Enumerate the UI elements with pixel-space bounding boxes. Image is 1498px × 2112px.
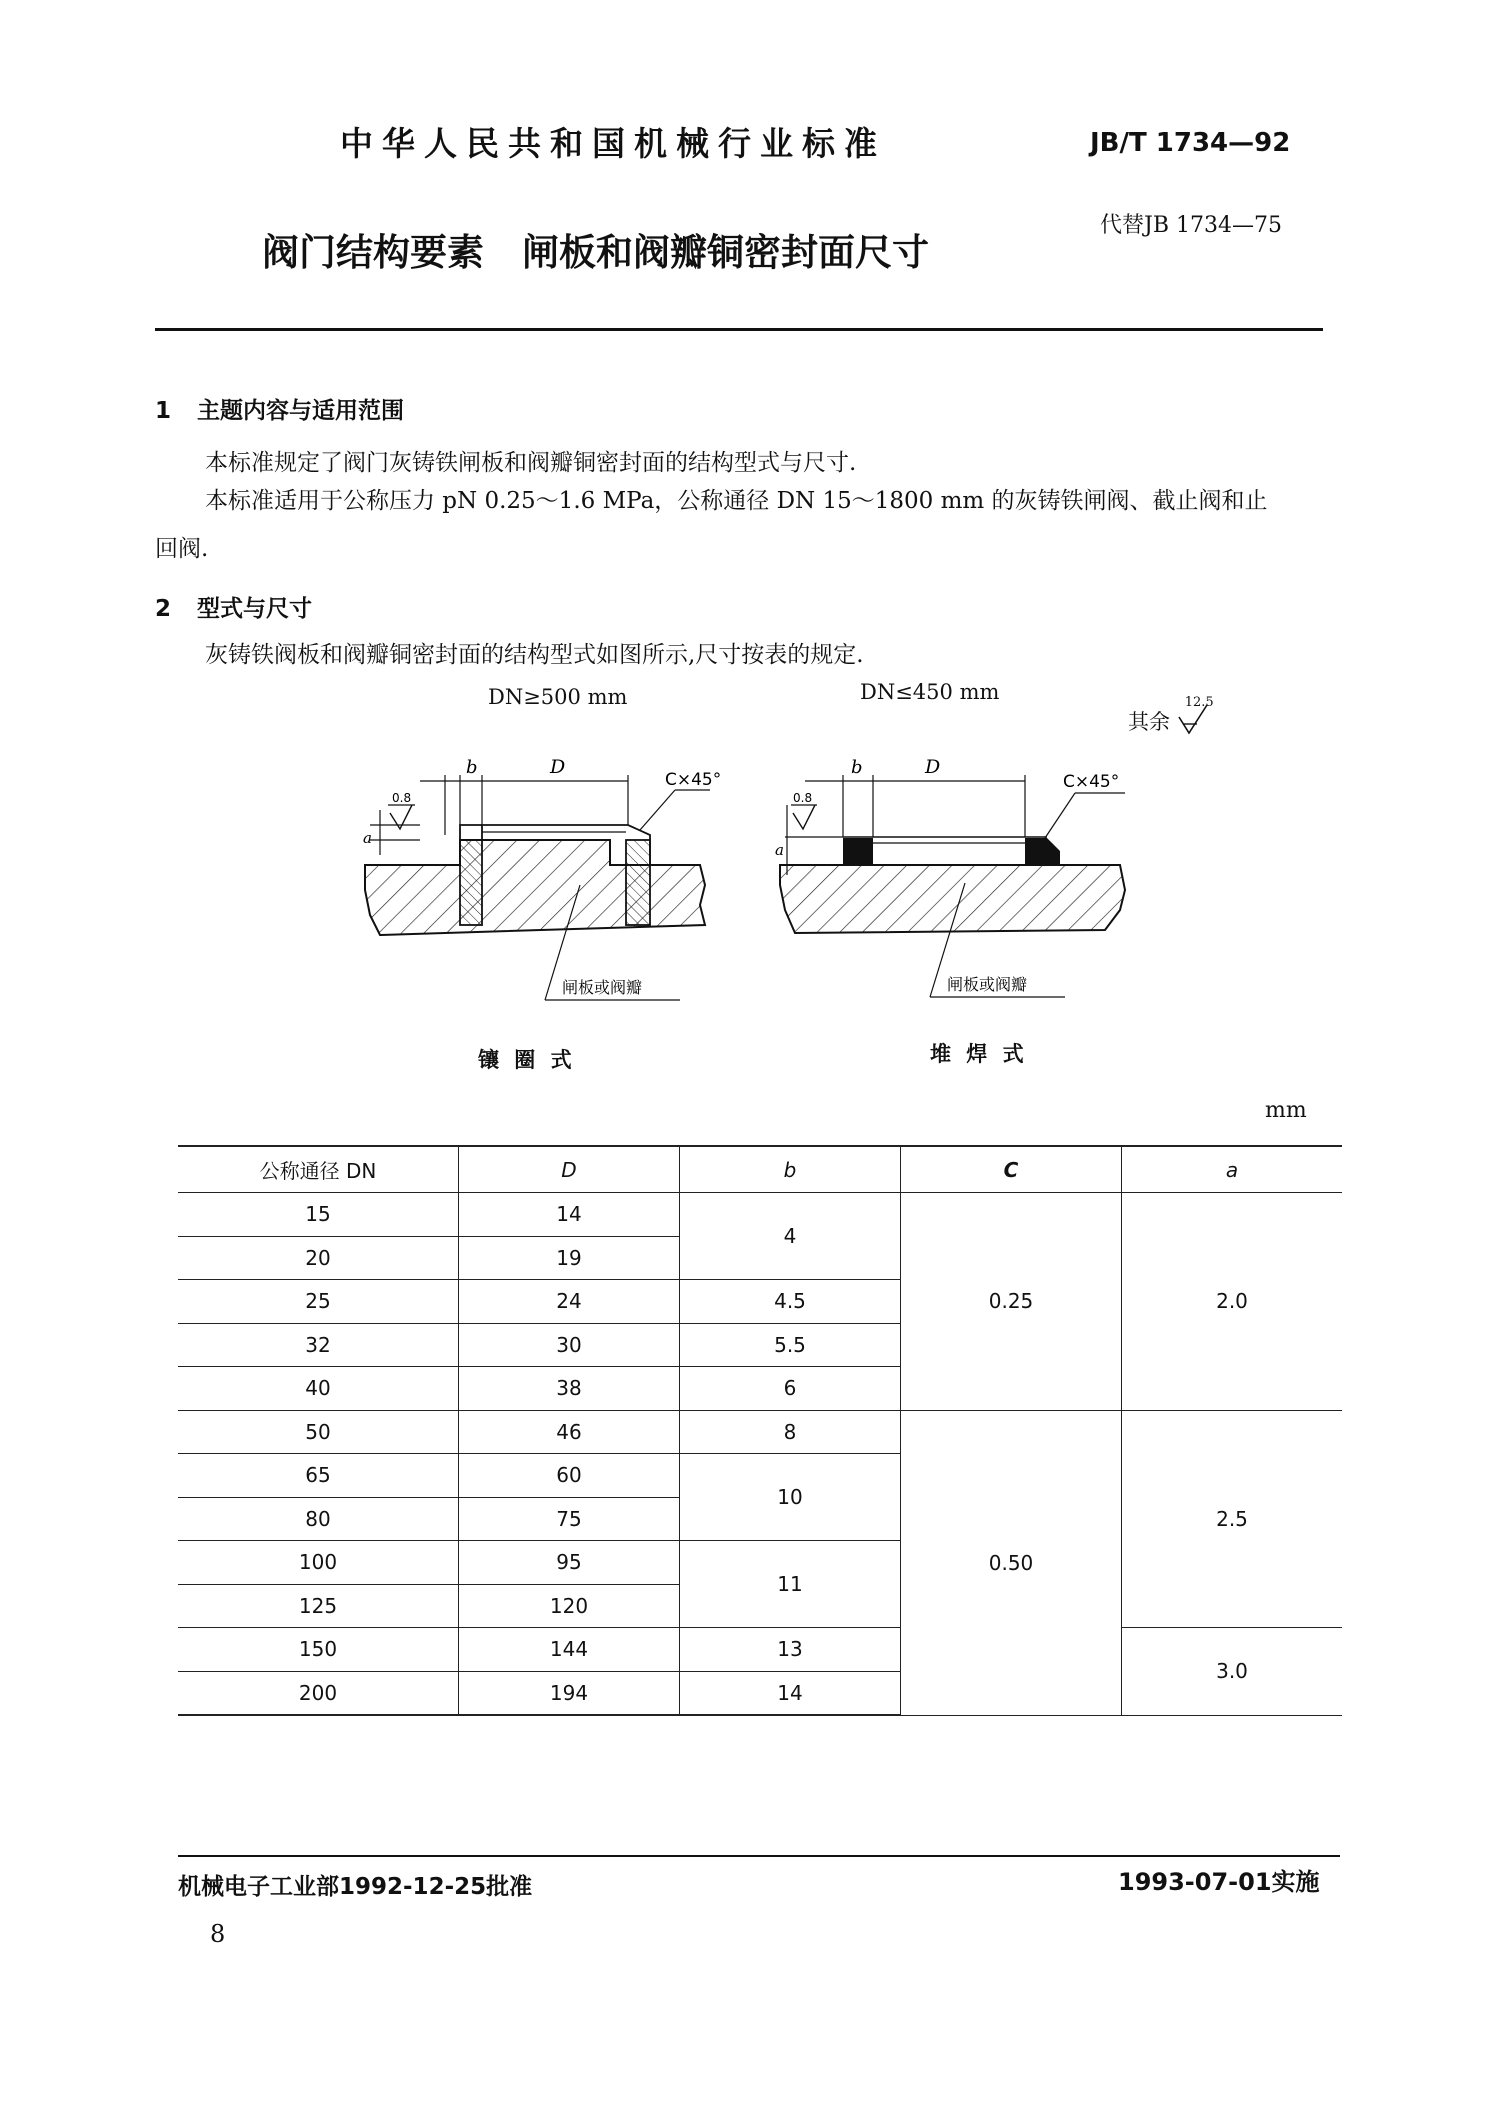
footer-rule (178, 1855, 1340, 1857)
remaining-roughness (1128, 694, 1214, 739)
a-cell: 2.0 (1122, 1193, 1343, 1411)
d-cell: 24 (459, 1280, 680, 1324)
chamfer-label-right: C×45° (1063, 772, 1120, 792)
roughness-small-value-right: 0.8 (793, 791, 813, 805)
d-cell: 144 (459, 1628, 680, 1672)
a-cell: 2.5 (1122, 1410, 1343, 1628)
d-cell: 194 (459, 1671, 680, 1715)
section-2-title: 型式与尺寸 (197, 596, 312, 622)
page-number: 8 (210, 1920, 226, 1948)
dn-cell: 125 (178, 1584, 459, 1628)
standard-number: JB/T 1734—92 (1090, 128, 1291, 158)
b-cell: 10 (680, 1454, 901, 1541)
table-row (178, 1193, 1342, 1237)
section-1-paragraph-2-cont: 回阀. (155, 536, 209, 562)
d-cell: 75 (459, 1497, 680, 1541)
roughness-value: 12.5 (1184, 694, 1214, 710)
d-cell: 38 (459, 1367, 680, 1411)
table-header-row (178, 1146, 1342, 1193)
b-cell: 14 (680, 1671, 901, 1715)
section-1-paragraph-1: 本标准规定了阀门灰铸铁闸板和阀瓣铜密封面的结构型式与尺寸. (205, 450, 857, 476)
dn-cell: 200 (178, 1671, 459, 1715)
section-1-heading (155, 392, 404, 425)
b-cell: 6 (680, 1367, 901, 1411)
right-figure-condition: DN≤450 mm (860, 680, 1000, 704)
d-cell: 95 (459, 1541, 680, 1585)
b-cell: 8 (680, 1410, 901, 1454)
left-figure-condition: DN≥500 mm (488, 685, 628, 709)
title-part-2: 闸板和阀瓣铜密封面尺寸 (522, 231, 929, 274)
dim-b-label: b (466, 757, 478, 778)
document-title (262, 222, 929, 276)
dn-cell: 80 (178, 1497, 459, 1541)
approval-note: 机械电子工业部1992-12-25批准 (178, 1874, 533, 1900)
a-cell: 3.0 (1122, 1628, 1343, 1716)
dn-cell: 32 (178, 1323, 459, 1367)
section-2-number: 2 (155, 596, 172, 622)
dn-cell: 15 (178, 1193, 459, 1237)
dim-D-label: D (550, 756, 566, 778)
replaces-note: 代替JB 1734—75 (1100, 213, 1282, 238)
dn-cell: 150 (178, 1628, 459, 1672)
section-1-paragraph-2: 本标准适用于公称压力 pN 0.25～1.6 MPa，公称通径 DN 15～1800 mm 的灰铸铁闸阀、截止阀和止 (205, 488, 1268, 514)
section-2-heading (155, 590, 312, 623)
dn-cell: 100 (178, 1541, 459, 1585)
dim-b-label-right: b (851, 757, 863, 778)
section-2-paragraph: 灰铸铁阀板和阀瓣铜密封面的结构型式如图所示,尺寸按表的规定. (205, 642, 864, 668)
inlaid-ring-figure (360, 725, 730, 1025)
dimension-table (178, 1145, 1342, 1716)
title-part-1: 阀门结构要素 (262, 231, 484, 274)
header-a: a (1122, 1146, 1343, 1193)
dn-cell: 65 (178, 1454, 459, 1498)
b-cell: 5.5 (680, 1323, 901, 1367)
header-b: b (680, 1146, 901, 1193)
roughness-small-value: 0.8 (392, 791, 412, 805)
chamfer-label: C×45° (665, 770, 722, 790)
dn-cell: 20 (178, 1236, 459, 1280)
c-cell: 0.25 (901, 1193, 1122, 1411)
dim-a-label: a (363, 829, 372, 847)
ring-section-left (460, 840, 482, 925)
d-cell: 30 (459, 1323, 680, 1367)
dn-cell: 25 (178, 1280, 459, 1324)
left-figure-caption: 镶 圈 式 (478, 1047, 576, 1072)
issuing-organization: 中华人民共和国机械行业标准 (340, 124, 886, 163)
section-1-title: 主题内容与适用范围 (197, 398, 404, 424)
d-cell: 46 (459, 1410, 680, 1454)
header-rule (155, 328, 1323, 331)
effective-date: 1993-07-01实施 (1118, 1868, 1320, 1896)
d-cell: 120 (459, 1584, 680, 1628)
right-figure-caption: 堆 焊 式 (930, 1041, 1028, 1066)
ring-section-right (626, 840, 650, 925)
table-unit: mm (1265, 1098, 1307, 1123)
table-row (178, 1410, 1342, 1454)
dim-a-label-right: a (775, 841, 784, 859)
b-cell: 13 (680, 1628, 901, 1672)
dim-D-label-right: D (925, 756, 941, 778)
roughness-small-icon-right (793, 805, 815, 829)
weld-deposit-left (843, 838, 873, 865)
header-c: C (901, 1146, 1122, 1193)
dn-cell: 50 (178, 1410, 459, 1454)
remaining-roughness-label: 其余 (1128, 710, 1170, 734)
b-cell: 4 (680, 1193, 901, 1280)
table-row (178, 1628, 1342, 1672)
dn-cell: 40 (178, 1367, 459, 1411)
disc-body (365, 840, 705, 935)
overlay-weld-figure (775, 725, 1135, 1025)
d-cell: 60 (459, 1454, 680, 1498)
roughness-triangle-icon (1177, 694, 1214, 739)
c-cell: 0.50 (901, 1410, 1122, 1715)
b-cell: 4.5 (680, 1280, 901, 1324)
header-d: D (459, 1146, 680, 1193)
d-cell: 14 (459, 1193, 680, 1237)
d-cell: 19 (459, 1236, 680, 1280)
header-dn: 公称通径 DN (178, 1146, 459, 1193)
part-label-right: 闸板或阀瓣 (947, 975, 1028, 994)
b-cell: 11 (680, 1541, 901, 1628)
section-1-number: 1 (155, 398, 172, 424)
part-label-left: 闸板或阀瓣 (562, 978, 643, 997)
weld-deposit-right (1025, 838, 1060, 865)
